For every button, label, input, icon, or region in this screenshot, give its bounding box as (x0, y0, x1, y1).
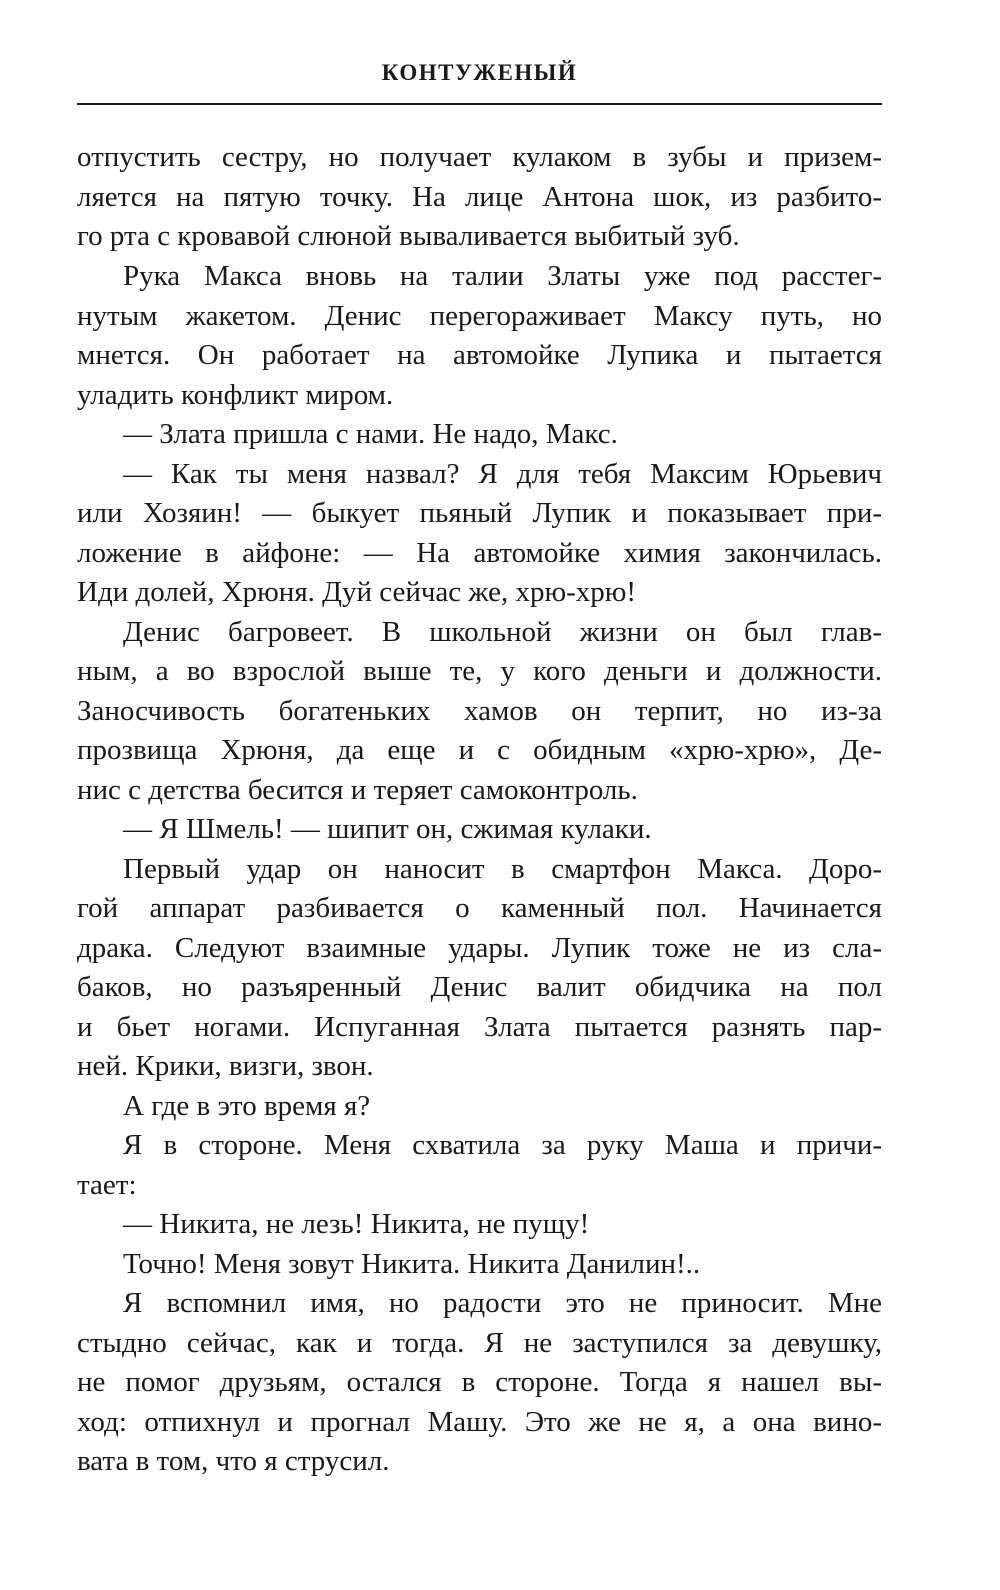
text-line: тает: (77, 1169, 137, 1201)
text-line: Первый удар он наносит в смартфон Макса. Доро- (123, 853, 882, 885)
text-line: и бьет ногами. Испуганная Злата пытается разнять пар- (77, 1011, 882, 1043)
header-rule (77, 103, 882, 105)
text-line: — Злата пришла с нами. Не надо, Макс. (123, 418, 618, 450)
text-line: Рука Макса вновь на талии Златы уже под расстег- (123, 260, 882, 292)
text-line: Денис багровеет. В школьной жизни он был глав- (123, 616, 882, 648)
text-line: вата в том, что я струсил. (77, 1445, 390, 1477)
text-line: Я в стороне. Меня схватила за руку Маша и причи- (123, 1129, 882, 1161)
text-line: ней. Крики, визги, звон. (77, 1050, 374, 1082)
text-line: драка. Следуют взаимные удары. Лупик тоже не из сла- (77, 932, 882, 964)
text-line: Точно! Меня зовут Никита. Никита Данилин!.. (123, 1248, 701, 1280)
text-line: не помог друзьям, остался в стороне. Тогда я нашел вы- (77, 1366, 882, 1398)
text-line: — Никита, не лезь! Никита, не пущу! (123, 1208, 590, 1240)
text-line: А где в это время я? (123, 1090, 371, 1122)
text-line: ляется на пятую точку. На лице Антона шок, из разбито- (77, 181, 882, 213)
text-line: гой аппарат разбивается о каменный пол. Начинается (77, 892, 882, 924)
text-line: — Я Шмель! — шипит он, сжимая кулаки. (123, 813, 652, 845)
text-line: Иди долей, Хрюня. Дуй сейчас же, хрю-хрю! (77, 576, 637, 608)
text-line: отпустить сестру, но получает кулаком в зубы и призем- (77, 141, 882, 173)
text-line: Заносчивость богатеньких хамов он терпит, но из-за (77, 695, 882, 727)
text-line: го рта с кровавой слюной вываливается выбитый зуб. (77, 220, 740, 252)
text-line: ход: отпихнул и прогнал Машу. Это же не я, а она вино- (77, 1406, 882, 1438)
text-line: мнется. Он работает на автомойке Лупика и пытается (77, 339, 882, 371)
text-line: — Как ты меня назвал? Я для тебя Максим Юрьевич (123, 458, 882, 490)
text-line: баков, но разъяренный Денис валит обидчика на пол (77, 971, 882, 1003)
text-line: стыдно сейчас, как и тогда. Я не заступился за девушку, (77, 1327, 882, 1359)
running-title: КОНТУЖЕНЫЙ (381, 60, 578, 85)
text-line: ложение в айфоне: — На автомойке химия закончилась. (77, 537, 882, 569)
text-line: Я вспомнил имя, но радости это не приносит. Мне (123, 1287, 882, 1319)
text-line: прозвища Хрюня, да еще и с обидным «хрю-хрю», Де- (77, 734, 882, 766)
text-line: ным, а во взрослой выше те, у кого деньги и должности. (77, 655, 882, 687)
text-line: нутым жакетом. Денис перегораживает Максу путь, но (77, 300, 882, 332)
text-line: уладить конфликт миром. (77, 379, 394, 411)
text-line: нис с детства бесится и теряет самоконтроль. (77, 774, 638, 806)
text-line: или Хозяин! — быкует пьяный Лупик и показывает при- (77, 497, 882, 529)
